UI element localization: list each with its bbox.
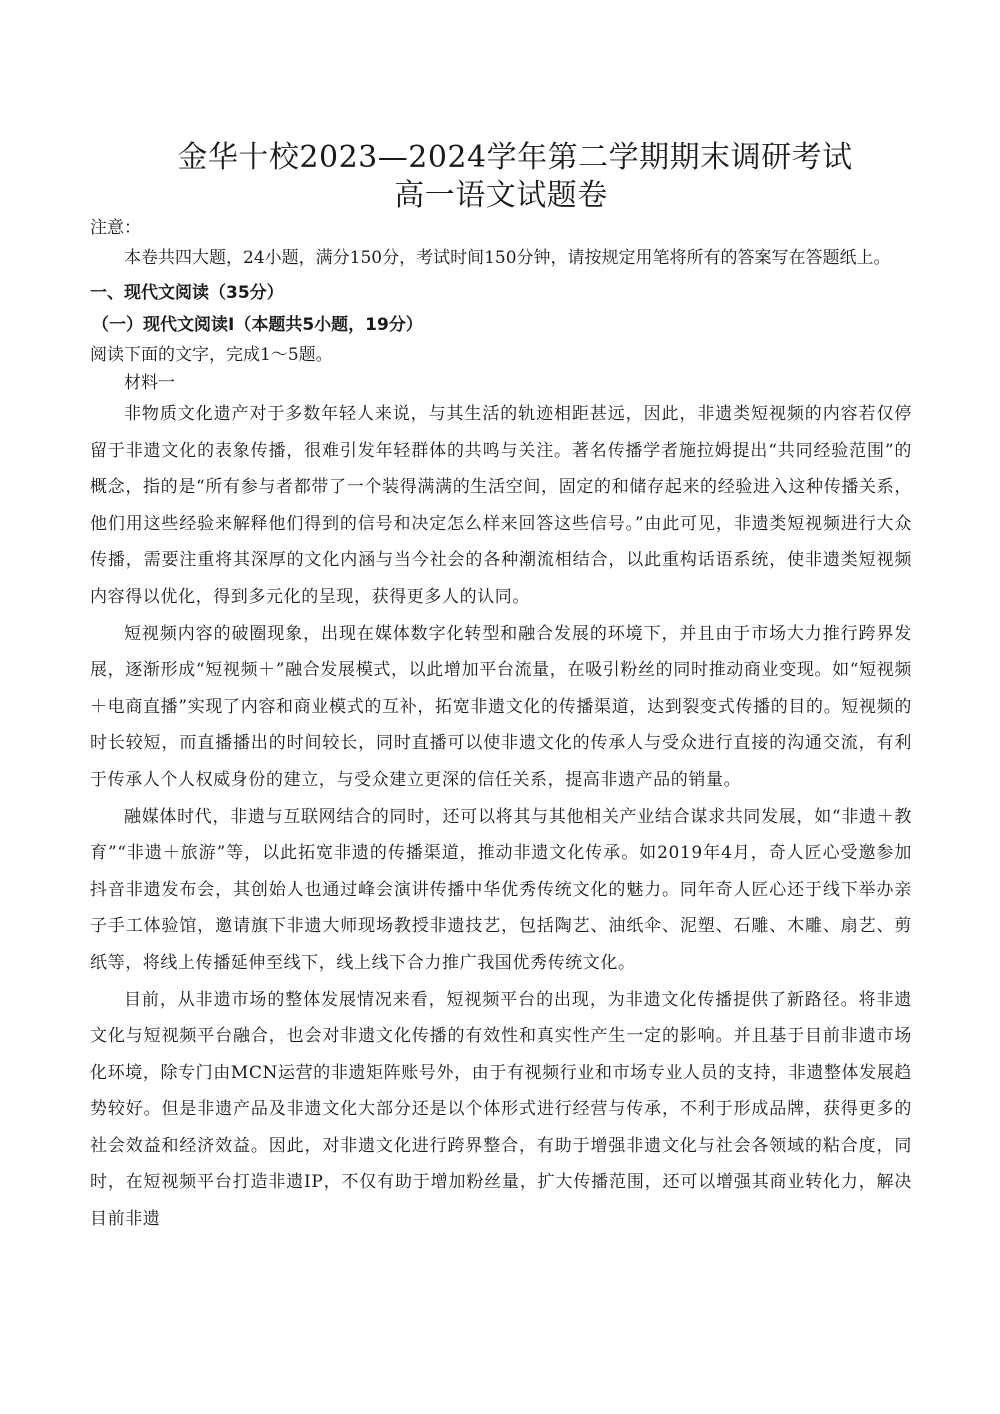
exam-title: 金华十校2023—2024学年第二学期期末调研考试: [177, 140, 853, 175]
material-label: 材料一: [124, 373, 175, 393]
notice-text: 本卷共四大题，24小题，满分150分，考试时间150分钟，请按规定用笔将所有的答案写在答题纸上。: [124, 248, 891, 268]
exam-page: [90, 138, 912, 1238]
paragraph-1: 非物质文化遗产对于多数年轻人来说，与其生活的轨迹相距甚远，因此，非遗类短视频的内容若仅停留于非遗文化的表象传播，很难引发年轻群体的共鸣与关注。著名传播学者施拉姆提出“共同经验范围”的概念，指的是“所有参与者都带了一个装得满满的生活空间，固定的和储存起来的经验进入这种传播关系，他们用这些经验来解释他们得到的信号和决定怎么样来回答这些信号。”由此可见，非遗类短视频进行大众传播，需要注重将其深厚的文化内涵与当今社会的各种潮流相结合，以此重构话语系统，使非遗类短视频内容得以优化，得到多元化的呈现，获得更多人的认同。: [90, 404, 912, 607]
reading-instruction: 阅读下面的文字，完成1～5题。: [90, 345, 333, 365]
subsection-heading: （一）现代文阅读Ⅰ（本题共5小题，19分）: [92, 315, 423, 335]
section-heading: 一、现代文阅读（35分）: [90, 283, 284, 303]
paragraph-2: 短视频内容的破圈现象，出现在媒体数字化转型和融合发展的环境下，并且由于市场大力推行跨界发展，逐渐形成“短视频＋”融合发展模式，以此增加平台流量，在吸引粉丝的同时推动商业变现。如“短视频＋电商直播”实现了内容和商业模式的互补，拓宽非遗文化的传播渠道，达到裂变式传播的目的。短视频的时长较短，而直播播出的时间较长，同时直播可以使非遗文化的传承人与受众进行直接的沟通交流，有利于传承人个人权威身份的建立，与受众建立更深的信任关系，提高非遗产品的销量。: [90, 623, 912, 790]
paragraph-3: 融媒体时代，非遗与互联网结合的同时，还可以将其与其他相关产业结合谋求共同发展，如“非遗＋教育”“非遗＋旅游”等，以此拓宽非遗的传播渠道，推动非遗文化传承。如2019年4月，奇人匠心受邀参加抖音非遗发布会，其创始人也通过峰会演讲传播中华优秀传统文化的魅力。同年奇人匠心还于线下举办亲子手工体验馆，邀请旗下非遗大师现场教授非遗技艺，包括陶艺、油纸伞、泥塑、石雕、木雕、扇艺、剪纸等，将线上传播延伸至线下，线上线下合力推广我国优秀传统文化。: [90, 806, 912, 973]
paragraph-4: 目前，从非遗市场的整体发展情况来看，短视频平台的出现，为非遗文化传播提供了新路径。将非遗文化与短视频平台融合，也会对非遗文化传播的有效性和真实性产生一定的影响。并且基于目前非遗市场化环境，除专门由MCN运营的非遗矩阵账号外，由于有视频行业和市场专业人员的支持，非遗整体发展趋势较好。但是非遗产品及非遗文化大部分还是以个体形式进行经营与传承，不利于形成品牌，获得更多的社会效益和经济效益。因此，对非遗文化进行跨界整合，有助于增强非遗文化与社会各领域的粘合度，同时，在短视频平台打造非遗IP，不仅有助于增加粉丝量，扩大传播范围，还可以增强其商业转化力，解决目前非遗: [90, 989, 912, 1230]
notice-label: 注意：: [90, 218, 141, 238]
exam-subtitle: 高一语文试题卷: [394, 178, 608, 213]
